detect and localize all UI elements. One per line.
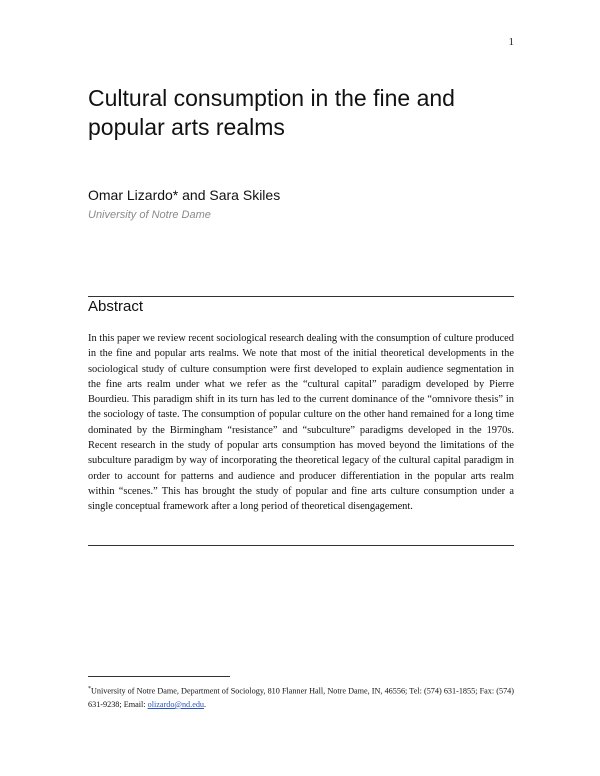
footnote-end: . (204, 699, 207, 709)
author-list: Omar Lizardo* and Sara Skiles (88, 187, 281, 203)
abstract-bottom-rule (88, 545, 514, 546)
footnote-divider (88, 676, 230, 677)
author-affiliation: University of Notre Dame (88, 209, 211, 221)
abstract-text: In this paper we review recent sociological research dealing with the consumption of culture produced in the fine and popular arts realms. We note that most of the initial theoretical developments in the sociological study of culture consumption were first developed to explain audience segmentation in the fine arts realm under what we refer as the “cultural capital” paradigm developed by Pierre Bourdieu. This paradigm shift in its turn has led to the current dominance of the “omnivore thesis” in the sociology of taste. The consumption of popular culture on the other hand remained for a long time dominated by the Birmingham “resistance” and “subculture” paradigms developed in the 1970s. Recent research in the study of popular arts consumption has moved beyond the limitations of the subculture paradigm by way of incorporating the theoretical legacy of the cultural capital paradigm in order to account for patterns and audience and producer differentiation in the popular arts realm within “scenes.” This has brought the study of popular and fine arts culture consumption under a single conceptual framework after a long period of theoretical disengagement. (88, 333, 514, 513)
abstract-top-rule (88, 296, 514, 297)
email-link[interactable]: olizardo@nd.edu (147, 699, 205, 709)
page-number: 1 (508, 36, 514, 48)
paper-title: Cultural consumption in the fine and popular arts realms (88, 85, 455, 140)
footnote-text: University of Notre Dame, Department of Sociology, 810 Flanner Hall, Notre Dame, IN, 46556; Tel: (574) 631-1855; Fax: (574) 631-9238; Email: (88, 686, 514, 709)
abstract-heading: Abstract (88, 298, 144, 315)
footnote-marker: * (88, 686, 91, 692)
footnote (88, 683, 514, 711)
